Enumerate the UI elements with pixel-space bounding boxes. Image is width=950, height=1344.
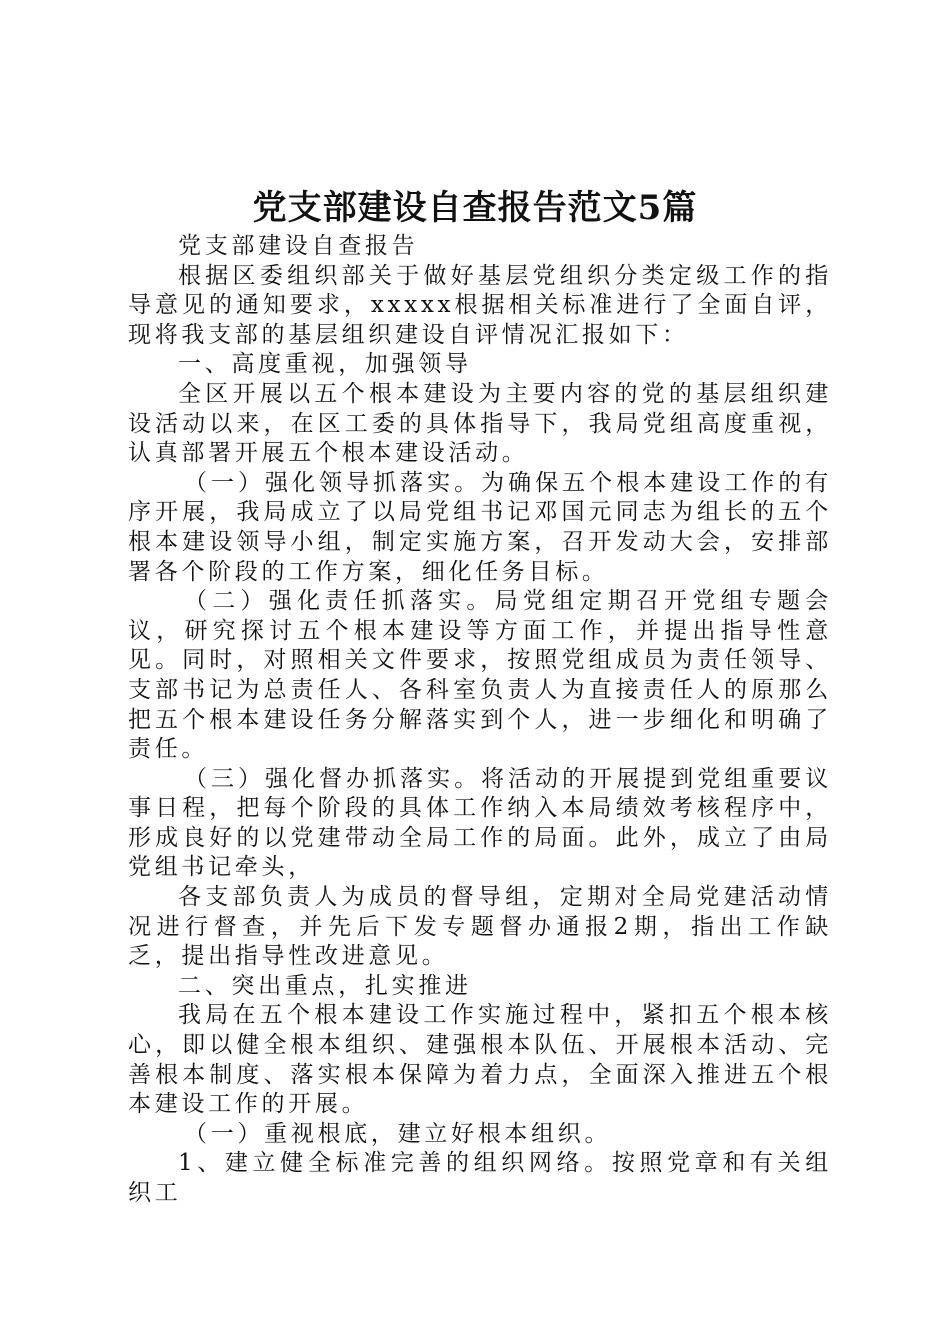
paragraph-item-2: （二）强化责任抓落实。局党组定期召开党组专题会议，研究探讨五个根本建设等方面工作，并提出指导性意见。同时，对照相关文件要求，按照党组成员为责任领导、支部书记为总责任人、各科室负责人为直接责任人的原那么把五个根本建设任务分解落实到个人，进一步细化和明确了责任。 [128, 588, 832, 763]
paragraph-item-1: （一）强化领导抓落实。为确保五个根本建设工作的有序开展，我局成立了以局党组书记邓国元同志为组长的五个根本建设领导小组，制定实施方案，召开发动大会，安排部署各个阶段的工作方案，细化任务目标。 [128, 469, 832, 585]
paragraph: 全区开展以五个根本建设为主要内容的党的基层组织建设活动以来，在区工委的具体指导下，我局党组高度重视，认真部署开展五个根本建设活动。 [128, 380, 832, 467]
paragraph-item-3: （三）强化督办抓落实。将活动的开展提到党组重要议事日程，把每个阶段的具体工作纳入本局绩效考核程序中，形成良好的以党建带动全局工作的局面。此外，成立了由局党组书记牵头， [128, 765, 832, 881]
document-body [128, 232, 832, 1209]
paragraph-numbered: 1、建立健全标准完善的组织网络。按照党章和有关组织工 [128, 1150, 832, 1206]
subsection-heading: （一）重视根底，建立好根本组织。 [184, 1120, 612, 1147]
paragraph-intro: 根据区委组织部关于做好基层党组织分类定级工作的指导意见的通知要求，xxxxx根据相关标准进行了全面自评，现将我支部的基层组织建设自评情况汇报如下： [128, 262, 832, 348]
section-heading-1: 一、高度重视，加强领导 [178, 351, 472, 378]
section-heading-2: 二、突出重点，扎实推进 [178, 972, 472, 999]
document-title: 党支部建设自查报告范文5篇 [252, 188, 698, 228]
paragraph: 我局在五个根本建设工作实施过程中，紧扣五个根本核心，即以健全根本组织、建强根本队伍、开展根本活动、完善根本制度、落实根本保障为着力点，全面深入推进五个根本建设工作的开展。 [128, 1002, 832, 1118]
paragraph: 各支部负责人为成员的督导组，定期对全局党建活动情况进行督查，并先后下发专题督办通报2期，指出工作缺乏，提出指导性改进意见。 [128, 884, 832, 970]
paragraph-subtitle: 党支部建设自查报告 [178, 233, 419, 259]
